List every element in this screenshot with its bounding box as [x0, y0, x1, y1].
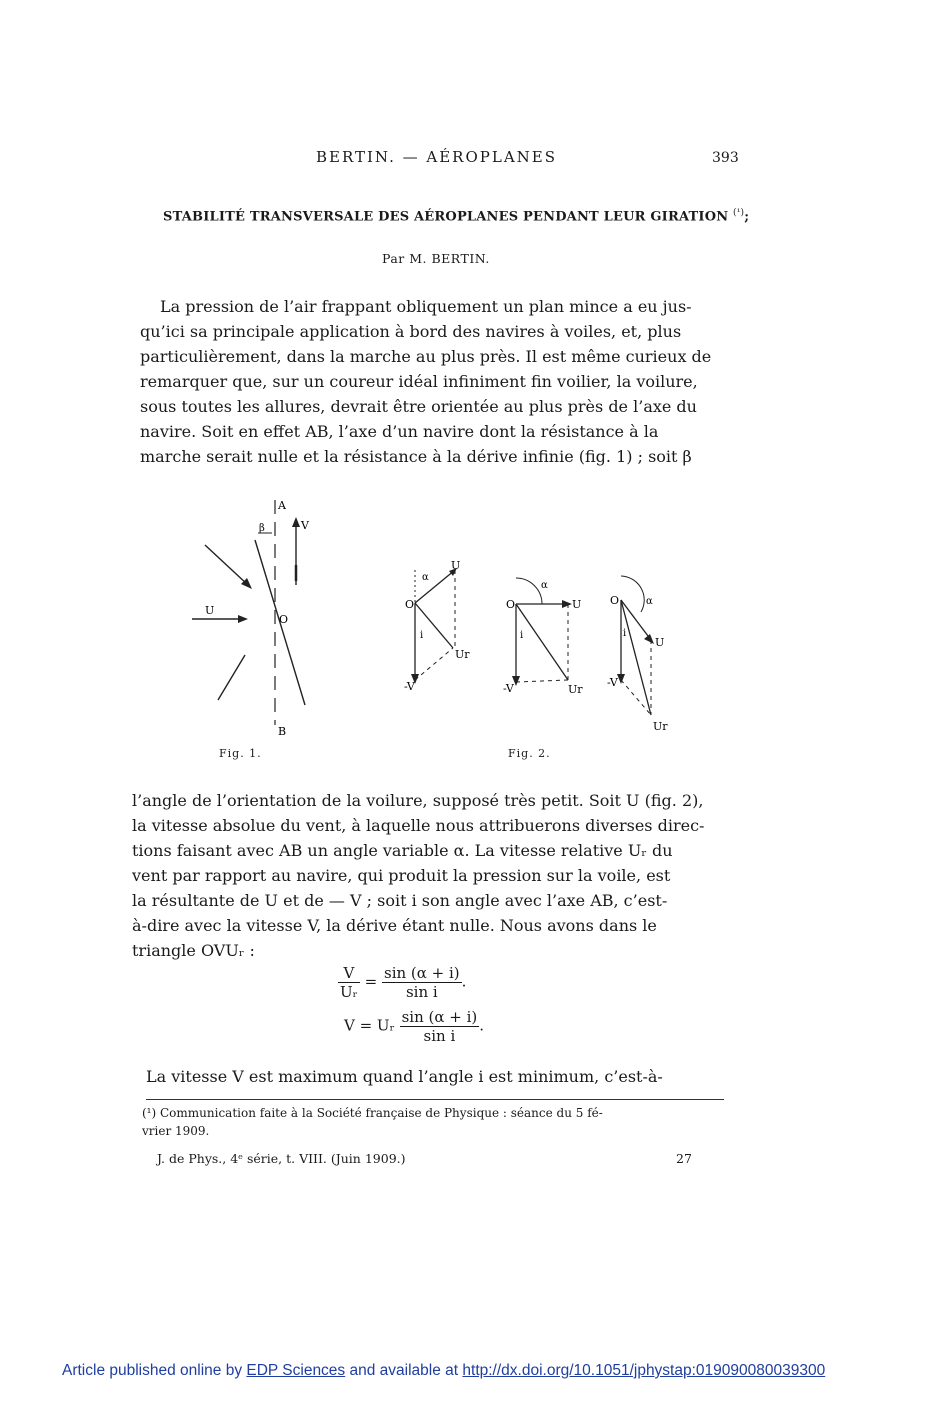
paragraph-line: particulièrement, dans la marche au plus près. Il est même curieux de [140, 347, 712, 366]
paragraph-line: la vitesse absolue du vent, à laquelle nous attribuerons diverses direc- [132, 816, 705, 835]
p2-label-i: i [520, 630, 524, 641]
paragraph-line: remarquer que, sur un coureur idéal infiniment fin voilier, la voilure, [140, 372, 698, 391]
p1-label-u: U [451, 560, 461, 572]
paragraph-line: vent par rapport au navire, qui produit la pression sur la voile, est [132, 866, 671, 885]
footnote-line: (¹) Communication faite à la Société française de Physique : séance du 5 fé- [142, 1106, 603, 1120]
paragraph-line: sous toutes les allures, devrait être orientée au plus près de l’axe du [140, 397, 697, 416]
p2-label-ur: Ur [568, 683, 583, 696]
p2-label-u: U [572, 598, 582, 611]
figure-1 [180, 495, 310, 745]
p2-label-o: O [506, 598, 516, 611]
paragraph-line: la résultante de U et de — V ; soit i son angle avec l’axe AB, c’est- [132, 891, 668, 910]
author-line: Par M. BERTIN. [382, 251, 490, 266]
footnote-rule [146, 1099, 724, 1100]
p1-label-ur: Ur [455, 648, 470, 661]
figure-2 [398, 560, 688, 745]
label-o: O [279, 613, 289, 626]
eq1-lhs-den: Uᵣ [340, 983, 358, 1001]
p1-label-alpha: α [422, 572, 429, 583]
paragraph-line: La vitesse V est maximum quand l’angle i est minimum, c’est-à- [146, 1067, 663, 1086]
equation-2 [344, 1008, 484, 1045]
doi-link[interactable]: http://dx.doi.org/10.1051/jphystap:019090080039300 [462, 1362, 826, 1379]
running-head: BERTIN. — AÉROPLANES [316, 148, 558, 166]
p1-label-v: -V [404, 680, 415, 693]
p2-label-alpha: α [541, 580, 548, 591]
banner-middle: and available at [345, 1362, 463, 1379]
title-footnote-mark: (¹) [733, 208, 745, 218]
paragraph-line: navire. Soit en effet AB, l’axe d’un navire dont la résistance à la [140, 422, 659, 441]
eq2-den: sin i [423, 1027, 456, 1045]
p1-label-o: O [405, 598, 415, 611]
eq2-end: . [479, 1016, 485, 1035]
paragraph-line: triangle OVUᵣ : [132, 941, 255, 960]
p3-label-alpha: α [646, 596, 653, 607]
article-title-text: STABILITÉ TRANSVERSALE DES AÉROPLANES PENDANT LEUR GIRATION [163, 209, 729, 225]
p3-label-i: i [623, 628, 627, 639]
paragraph-3 [146, 1064, 726, 1089]
figure-2-caption: Fig. 2. [508, 747, 551, 760]
p3-label-v: -V [607, 676, 618, 689]
paragraph-line: à-dire avec la vitesse V, la dérive étant nulle. Nous avons dans le [132, 916, 657, 935]
footnote [142, 1104, 726, 1140]
paragraph-line: tions faisant avec AB un angle variable α. La vitesse relative Uᵣ du [132, 841, 673, 860]
footnote-line: vrier 1909. [142, 1124, 210, 1138]
publication-banner [62, 1362, 825, 1380]
p2-label-v: -V [503, 682, 514, 695]
paragraph-line: marche serait nulle et la résistance à la dérive infinie (fig. 1) ; soit β [140, 447, 692, 466]
eq2-lhs: V = Uᵣ [344, 1016, 395, 1035]
label-a: A [278, 499, 286, 512]
p3-label-ur: Ur [653, 720, 668, 733]
banner-prefix: Article published online by [62, 1362, 247, 1379]
eq1-equals: = [364, 972, 378, 991]
paragraph-line: La pression de l’air frappant obliquement un plan mince a eu jus- [160, 297, 692, 316]
figure-1-caption: Fig. 1. [219, 747, 262, 760]
paragraph-line: l’angle de l’orientation de la voilure, supposé très petit. Soit U (fig. 2), [132, 791, 704, 810]
label-b: B [278, 725, 287, 738]
label-beta: β [259, 523, 265, 534]
label-u: U [205, 604, 215, 617]
article-title [163, 208, 749, 224]
eq1-lhs-num: V [338, 964, 360, 983]
eq1-rhs-den: sin i [405, 983, 438, 1001]
p3-label-u: U [655, 636, 665, 649]
journal-reference: J. de Phys., 4ᵉ série, t. VIII. (Juin 1909.) [157, 1151, 406, 1166]
paragraph-2 [132, 788, 729, 963]
edp-sciences-link[interactable]: EDP Sciences [246, 1362, 346, 1379]
sheet-number: 27 [676, 1151, 692, 1166]
label-v: V [301, 519, 309, 532]
eq1-rhs-num: sin (α + i) [384, 964, 460, 982]
paragraph-line: qu’ici sa principale application à bord des navires à voiles, et, plus [140, 322, 682, 341]
p3-label-o: O [610, 594, 620, 607]
page-number: 393 [712, 150, 739, 166]
eq2-num: sin (α + i) [401, 1008, 478, 1026]
title-end: ; [744, 209, 750, 225]
eq1-end: . [461, 972, 467, 991]
paragraph-1 [140, 294, 736, 469]
equation-1 [338, 964, 466, 1001]
p1-label-i: i [420, 630, 424, 641]
